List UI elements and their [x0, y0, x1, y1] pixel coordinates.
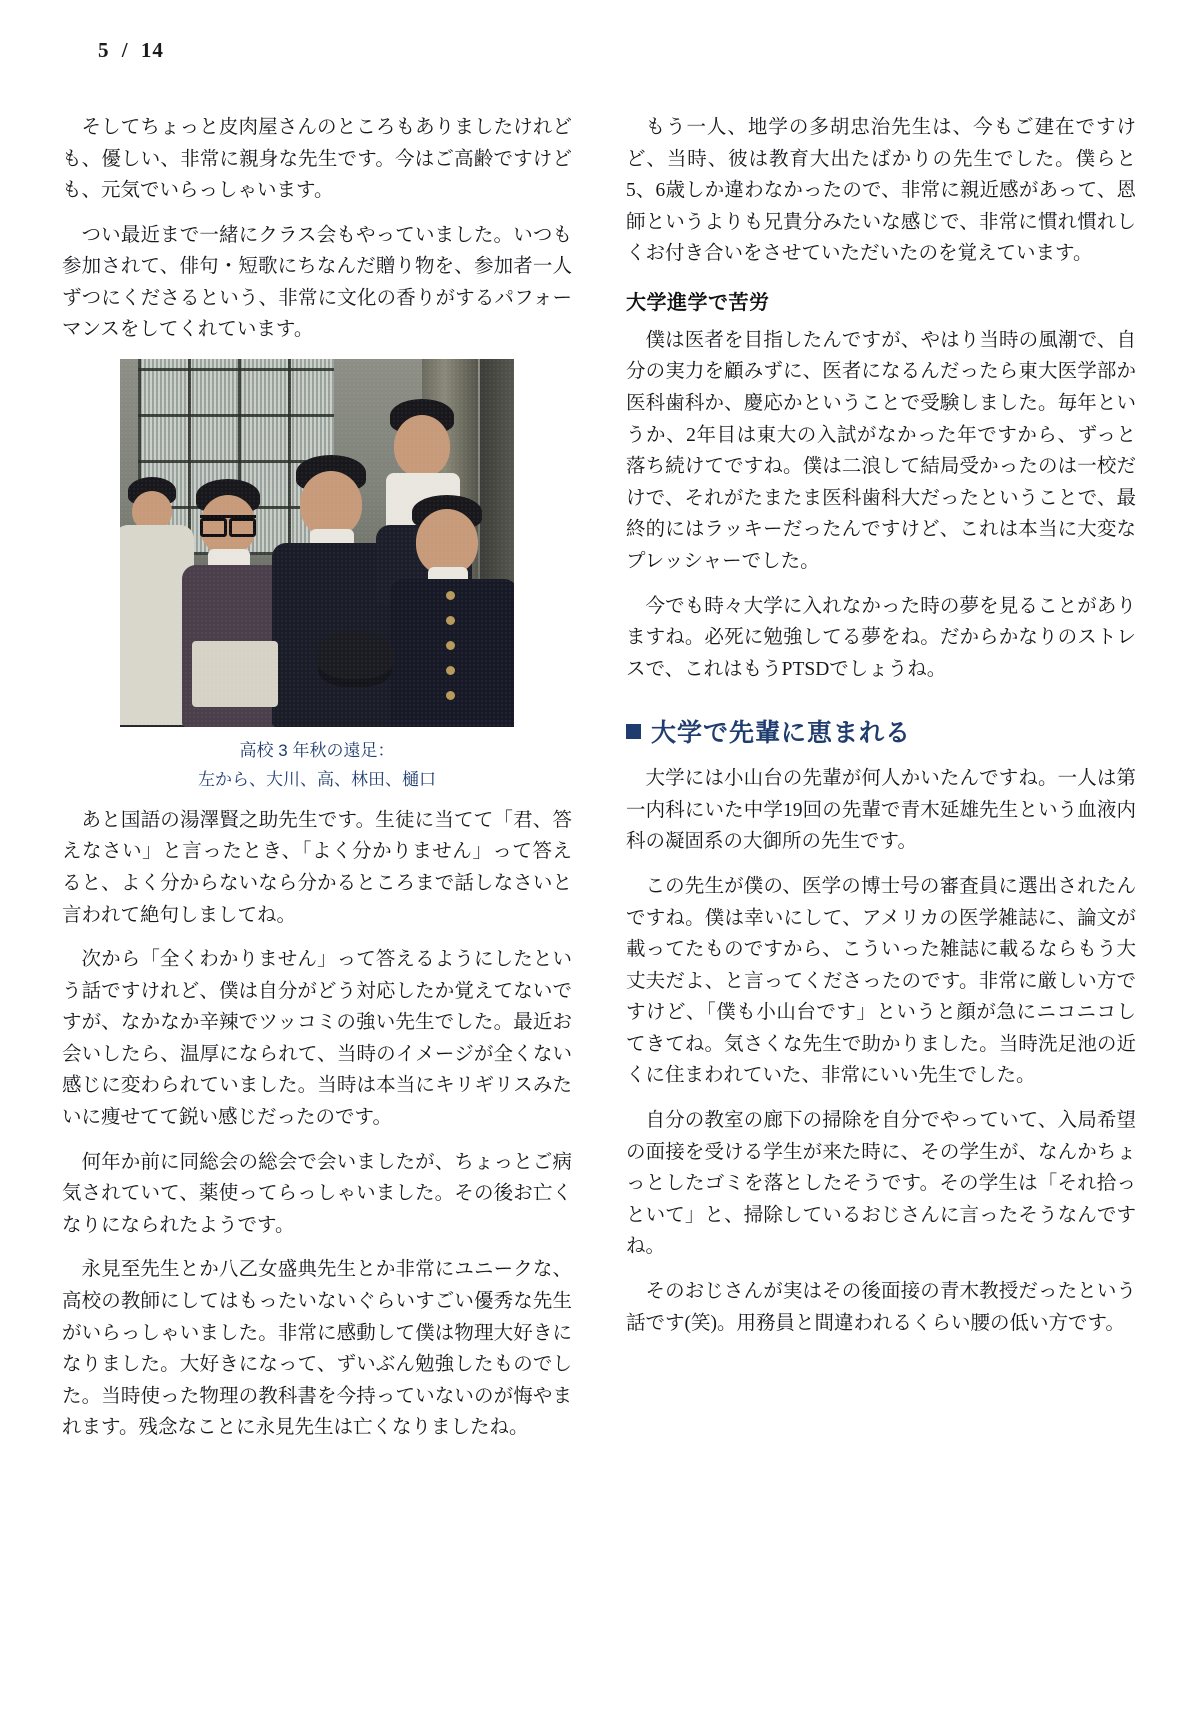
figure-caption-line-1: 高校 3 年秋の遠足： [239, 741, 395, 761]
subheading-university-hardship: 大学進学で苦労 [626, 291, 770, 314]
paragraph: 永見至先生とか八乙女盛典先生とか非常にユニークな、高校の教師にしてはもったいないぐらいすごい優秀な先生がいらっしゃいました。非常に感動して僕は物理大好きになりました。大好きになって、ずいぶん勉強したものでした。当時使った物理の教科書を今持っていないのが悔やまれます。残念なことに永見先生は亡くなりましたね。 [62, 1259, 572, 1439]
right-column [626, 112, 1136, 1457]
paragraph: 今でも時々大学に入れなかった時の夢を見ることがありますね。必死に勉強してる夢をね。だからかなりのストレスで、これはもうPTSDでしょうね。 [626, 595, 1136, 680]
paragraph: もう一人、地学の多胡忠治先生は、今もご建在ですけど、当時、彼は教育大出たばかりの先生でした。僕らと5、6歳しか違わなかったので、非常に親近感があって、恩師というよりも兄貴分みたいな感じで、非常に慣れ慣れしくお付き合いをさせていただいたのを覚えています。 [626, 117, 1136, 265]
page-number-separator: / [121, 38, 129, 62]
figure [62, 359, 572, 795]
two-column-body [62, 112, 1136, 1457]
paragraph: そしてちょっと皮肉屋さんのところもありましたけれども、優しい、非常に親身な先生です。今はご高齢ですけども、元気でいらっしゃいます。 [62, 117, 572, 202]
figure-caption-line-2: 左から、大川、高、林田、樋口 [198, 769, 436, 789]
square-bullet-icon [626, 724, 641, 739]
paragraph: つい最近まで一緒にクラス会もやっていました。いつも参加されて、俳句・短歌にちなんだ贈り物を、参加者一人ずつにくださるという、非常に文化の香りがするパフォーマンスをしてくれています。 [62, 224, 572, 341]
paragraph: この先生が僕の、医学の博士号の審査員に選出されたんですね。僕は幸いにして、アメリカの医学雑誌に、論文が載ってたものですから、こういった雑誌に載るならもう大丈夫だよ、と言ってくださったのです。非常に厳しい方ですけど、「僕も小山台です」というと顔が急にニコニコしてきてね。気さくな先生で助かりました。当時洗足池の近くに住まわれていた、非常にいい先生でした。 [626, 875, 1136, 1087]
paragraph: あと国語の湯澤賢之助先生です。生徒に当てて「君、答えなさい」と言ったとき、「よく分かりません」って答えると、よく分からないなら分かるところまで話しなさいと言われて絶句しましてね。 [62, 809, 572, 926]
paragraph: 次から「全くわかりません」って答えるようにしたという話ですけれど、僕は自分がどう対応したか覚えてないですが、なかなか辛辣でツッコミの強い先生でした。最近お会いしたら、温厚になられて、当時のイメージが全くない感じに変わられていました。当時は本当にキリギリスみたいに痩せてて鋭い感じだったのです。 [62, 949, 572, 1129]
paragraph: 自分の教室の廊下の掃除を自分でやっていて、入局希望の面接を受ける学生が来た時に、その学生が、なんかちょっとしたゴミを落としたそうです。その学生は「それ拾っといて」と、掃除しているおじさんに言ったそうなんですね。 [626, 1110, 1136, 1258]
photo-grain-overlay [120, 359, 514, 727]
paragraph: そのおじさんが実はその後面接の青木教授だったという話です(笑)。用務員と間違われるくらい腰の低い方です。 [626, 1280, 1136, 1334]
paragraph: 僕は医者を目指したんですが、やはり当時の風潮で、自分の実力を顧みずに、医者になるんだったら東大医学部か医科歯科か、慶応かということで受験しました。毎年というか、2年目は東大の入試がなかった年ですから、ずっと落ち続けてですね。僕は二浪して結局受かったのは一校だけで、それがたまたま医科歯科大だったということで、最終的にはラッキーだったんですけど、これは本当に大変なプレッシャーでした。 [626, 329, 1136, 572]
figure-caption [62, 737, 572, 795]
photograph [120, 359, 514, 727]
paragraph: 何年か前に同総会の総会で会いましたが、ちょっとご病気されていて、薬使ってらっしゃいました。その後お亡くなりになられたようです。 [62, 1151, 572, 1236]
page-number-total: 14 [140, 38, 164, 62]
page-number [98, 38, 164, 63]
section-heading-seniors [626, 713, 1136, 749]
left-column [62, 112, 572, 1457]
section-heading-label: 大学で先輩に恵まれる [651, 719, 912, 748]
paragraph: 大学には小山台の先輩が何人かいたんですね。一人は第一内科にいた中学19回の先輩で青木延雄先生という血液内科の凝固系の大御所の先生です。 [626, 768, 1136, 853]
page-number-current: 5 [98, 38, 110, 62]
